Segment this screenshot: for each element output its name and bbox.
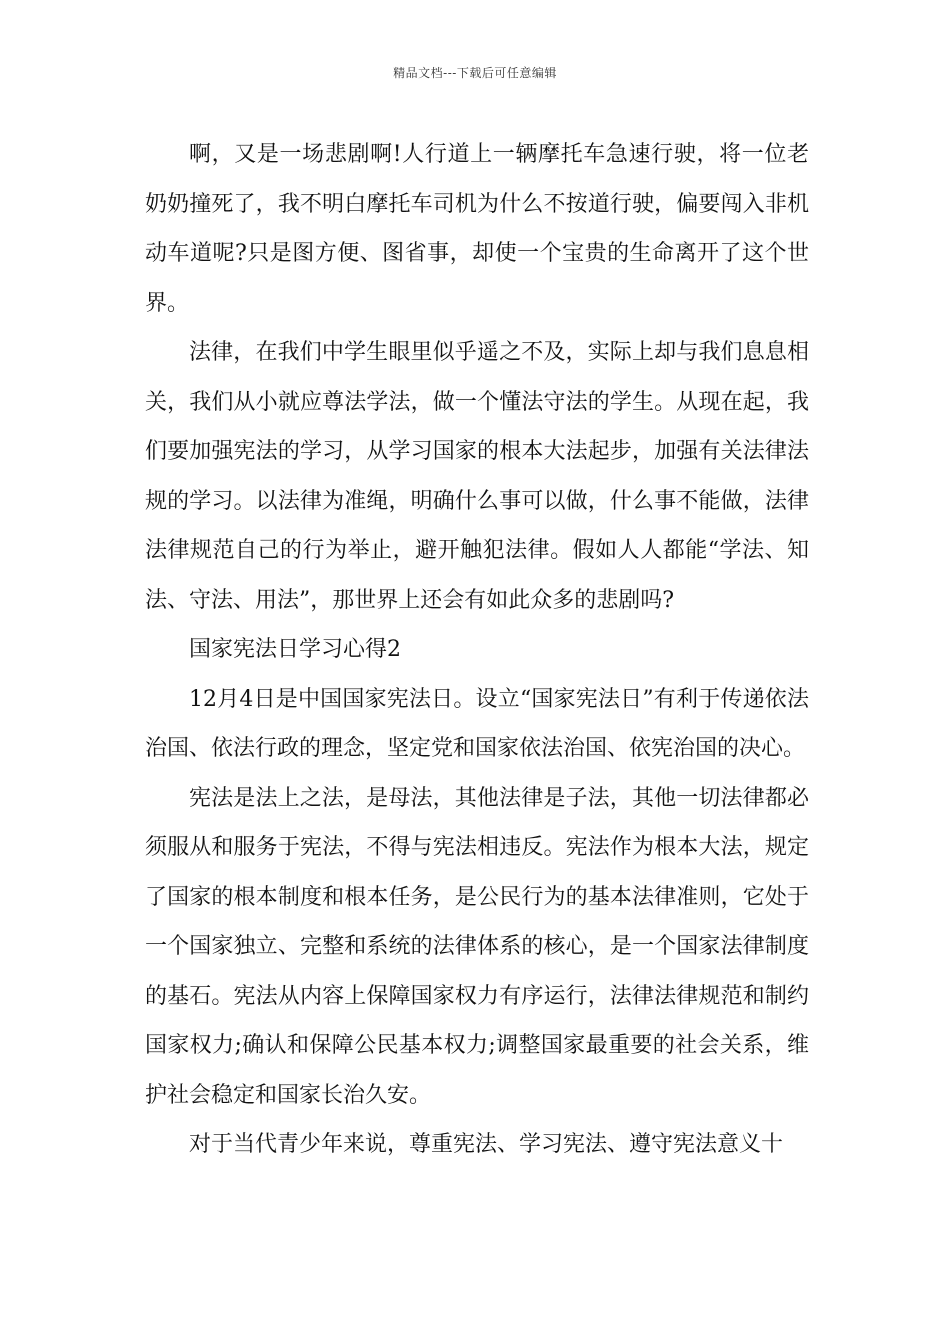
document-body (145, 130, 809, 1170)
paragraph-constitution-day: 12月4日是中国国家宪法日。设立“国家宪法日”有利于传递依法治国、依法行政的理念，坚定党和国家依法治国、依宪治国的决心。 (145, 686, 809, 761)
page-header: 精品文档---下载后可任意编辑 (393, 66, 557, 80)
paragraph-accident: 啊，又是一场悲剧啊!人行道上一辆摩托车急速行驶，将一位老奶奶撞死了，我不明白摩托车司机为什么不按道行驶，偏要闯入非机动车道呢?只是图方便、图省事，却使一个宝贵的生命离开了这个世界。 (145, 142, 809, 316)
paragraph-youth: 对于当代青少年来说，尊重宪法、学习宪法、遵守宪法意义十 (189, 1132, 784, 1157)
section-heading: 国家宪法日学习心得2 (189, 637, 401, 662)
paragraph-constitution-role: 宪法是法上之法，是母法，其他法律是子法，其他一切法律都必须服从和服务于宪法，不得与宪法相违反。宪法作为根本大法，规定了国家的根本制度和根本任务，是公民行为的基本法律准则，它处于一个国家独立、完整和系统的法律体系的核心，是一个国家法律制度的基石。宪法从内容上保障国家权力有序运行，法律法律规范和制约国家权力;确认和保障公民基本权力;调整国家最重要的社会关系，维护社会稳定和国家长治久安。 (145, 785, 809, 1108)
paragraph-law-study: 法律，在我们中学生眼里似乎遥之不及，实际上却与我们息息相关，我们从小就应尊法学法，做一个懂法守法的学生。从现在起，我们要加强宪法的学习，从学习国家的根本大法起步，加强有关法律法规的学习。以法律为准绳，明确什么事可以做，什么事不能做，法律法律规范自己的行为举止，避开触犯法律。假如人人都能“学法、知法、守法、用法”，那世界上还会有如此众多的悲剧吗? (145, 340, 809, 613)
